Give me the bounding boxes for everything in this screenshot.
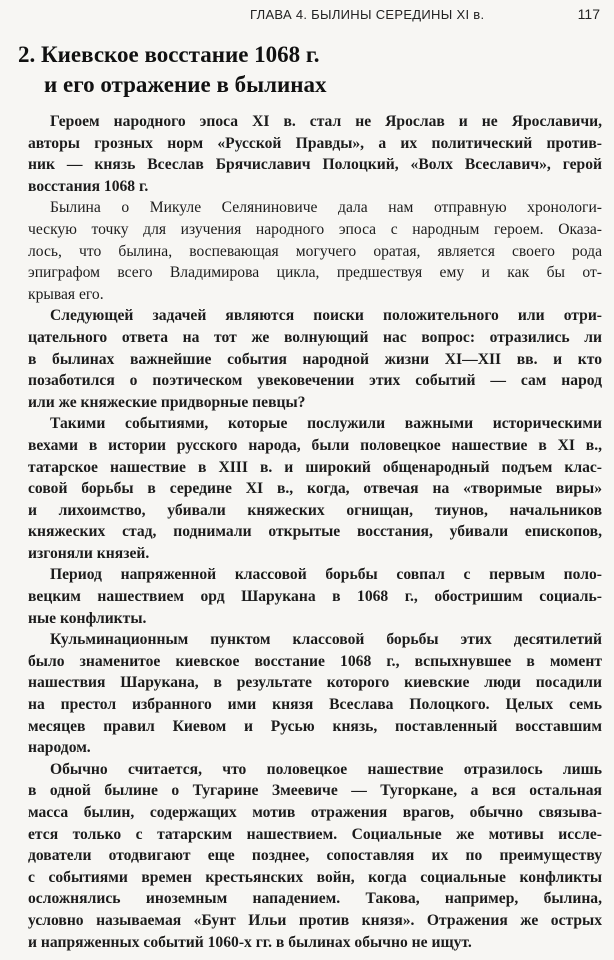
text-line: масса былин, содержащих мотив отражения врагов, обычно связыва- [28,804,602,821]
text-line: с событиями времен крестьянских войн, когда социальные конфликты [28,868,602,886]
text-line: крывая его. [28,285,104,303]
paragraph [28,111,602,197]
text-line: вецким нашествием орд Шарукана в 1068 г., обостришим социаль- [28,588,602,606]
text-line: ник — князь Всеслав Брячиславич Полоцкий, «Волх Всеславич», герой [28,156,602,174]
body-text [28,111,602,953]
paragraph [28,413,602,564]
text-line: цательного ответа на тот же волнующий нас вопрос: отразились ли [28,328,602,346]
section-title [18,40,608,100]
text-line: позаботился о поэтическом увековечении этих событий — сам народ [28,372,602,390]
text-line: нашествия Шарукана, в результате которого киевские люди посадили [28,674,602,692]
text-line: Такими событиями, которые послужили важными историческими [50,415,602,433]
text-line: ческую точку для изучения народного эпоса с народным героем. Оказа- [28,220,602,238]
paragraph [28,197,602,305]
running-head: ГЛАВА 4. БЫЛИНЫ СЕРЕДИНЫ XI в. [250,7,485,22]
text-line: и лихоимство, убивали княжеских огнищан, тиунов, начальников [28,501,602,519]
paragraph [28,629,602,759]
text-line: татарское нашествие в XIII в. и широкий общенародный подъем клас- [28,458,602,476]
section-title-line-1: 2. Киевское восстание 1068 г. [18,42,320,67]
paragraph [28,759,602,953]
text-line: Следующей задачей являются поиски положительного или отри- [50,307,602,325]
text-line: дователи отодвигают еще позднее, сопоставляя их по преимуществу [28,847,602,865]
text-line: на престол избранного ими князя Всеслава Полоцкого. Целых семь [28,696,602,714]
text-line: месяцев правил Киевом и Русью князь, поставленный восставшим [28,717,602,735]
text-line: Период напряженной классовой борьбы совпал с первым поло- [50,566,602,584]
text-line: княжеских стад, поднимали открытые восстания, убивали епископов, [28,523,602,541]
text-line: ется только с татарским нашествием. Социальные же мотивы исслe- [28,825,602,843]
text-line: и напряженных событий 1060-х гг. в былинах обычно не ищут. [28,933,472,951]
page-number: 117 [577,6,600,22]
text-line: восстания 1068 г. [28,177,149,195]
text-line: вехами в истории русского народа, были половецкое нашествие в XI в., [28,436,602,454]
text-line: Кульминационным пунктом классовой борьбы этих десятилетий [50,631,602,649]
paragraph [28,564,602,629]
text-line: или же княжеские придворные певцы? [28,393,306,411]
paragraph [28,305,602,413]
text-line: эпиграфом всего Владимирова цикла, предшествуя ему и как бы от- [28,264,602,282]
text-line: было знаменитое киевское восстание 1068 г., вспыхнувшее в момент [28,652,602,670]
section-title-line-2: и его отражение в былинах [44,72,327,97]
text-line: ные конфликты. [28,609,147,627]
text-line: в былинах важнейшие события народной жизни XI—XII вв. и кто [28,350,602,368]
text-line: изгоняли князей. [28,544,150,562]
text-line: Обычно считается, что половецкое нашествие отразилось лишь [50,760,602,778]
text-line: в одной былине о Тугарине Змеевиче — Тугоркане, а вся остальная [28,782,602,800]
text-line: Героем народного эпоса XI в. стал не Ярослав и не Ярославичи, [50,113,602,130]
text-line: условно называемая «Бунт Ильи против князя». Отражения же острых [28,911,602,929]
text-line: народом. [28,739,91,757]
text-line: Былина о Микуле Селяниновиче дала нам отправную хронологи- [50,199,602,217]
text-line: авторы грозных норм «Русской Правды», а их политический против- [28,134,602,152]
text-line: осложнялись иноземным нападением. Такова, например, былина, [28,890,602,908]
text-line: совой борьбы в середине XI в., когда, отвечая на «творимые виры» [28,480,602,498]
text-line: лось, что былина, воспевающая могучего оратая, является своего рода [28,242,602,260]
